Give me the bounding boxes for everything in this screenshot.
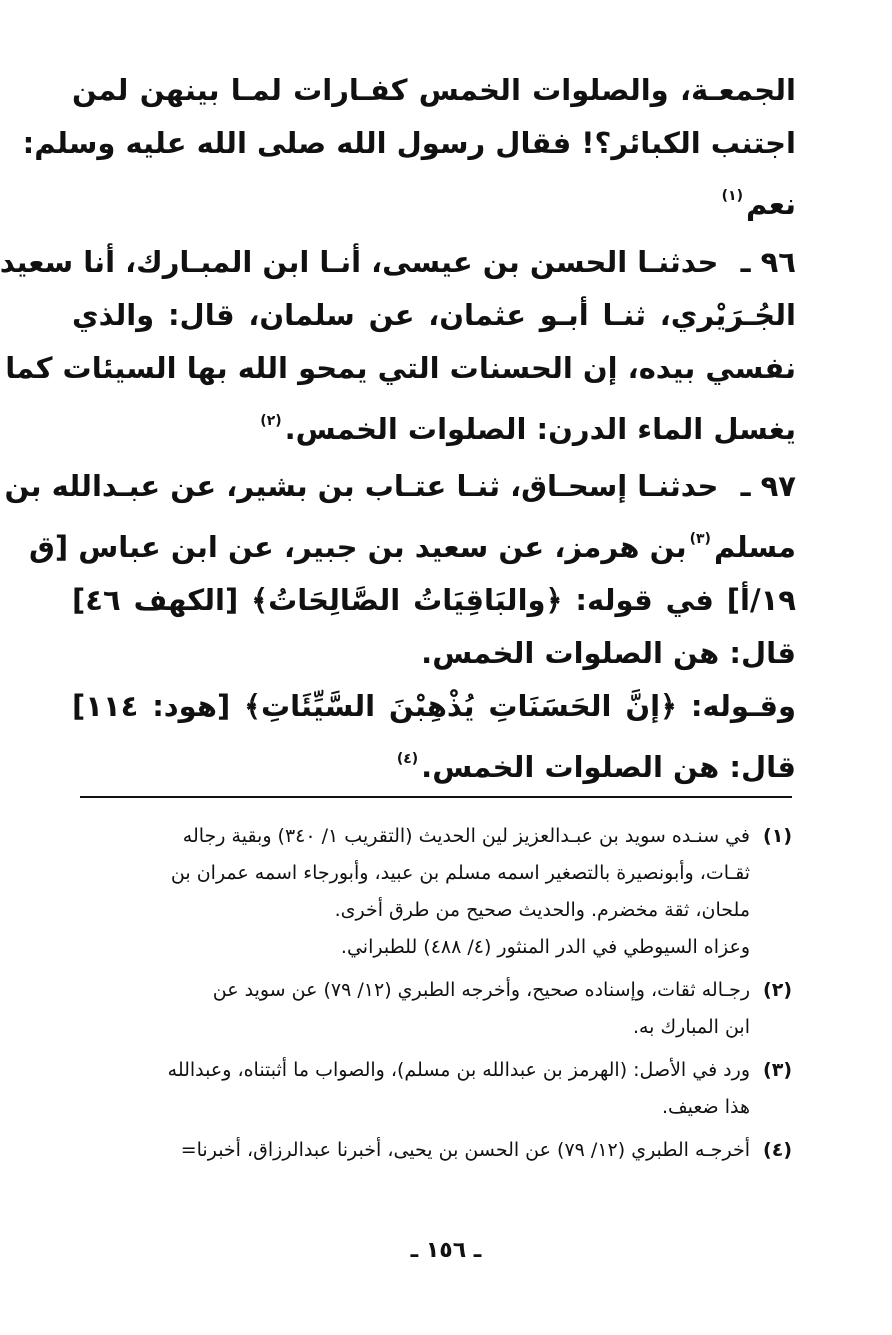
text-fragment: حدثنـا إسحـاق، ثنـا عتـاب بن بشير، عن عبـدالله بن [4,469,719,503]
hadith-number: ٩٦ ـ [740,245,796,279]
text-fragment: مسلم [713,530,796,564]
continuation-paragraph [22,64,796,231]
footnote-line: أخرجـه الطبري (١٢/ ٧٩) عن الحسن بن يحيى، أخبرنا عبدالرزاق، أخبرنا= [180,1139,750,1161]
text-line: نفسي بيده، إن الحسنات التي يمحو الله بها السيئات كما [5,351,796,385]
footnote-line: ابن المبارك به. [632,1016,750,1038]
text-line [4,460,796,513]
text-fragment: يغسل الماء الدرن: الصلوات الخمس. [284,412,796,446]
footnote-divider [80,796,792,798]
footnote-line: وعزاه السيوطي في الدر المنثور (٤/ ٤٨٨) للطبراني. [340,936,750,958]
text-line [72,170,796,231]
footnote-line: ورد في الأصل: (الهرمز بن عبدالله بن مسلم)، والصواب ما أثبتناه، وعبدالله [167,1059,750,1081]
footnote-line: ثقـات، وأبونصيرة بالتصغير اسمه مسلم بن عبيد، وأبورجاء اسمه عمران بن [170,862,750,884]
text-line [0,236,796,289]
quran-citation-line: ١٩/أ] في قوله: ﴿والبَاقِيَاتُ الصَّالِحَاتُ﴾ [الكهف ٤٦] [72,583,796,617]
footnote-3 [80,1052,792,1126]
footnote-number: (٤) [763,1139,792,1161]
footnote-line: هذا ضعيف. [661,1096,750,1118]
footnote-body [80,818,750,966]
hadith-number: ٩٧ ـ [740,469,796,503]
footnote-body [80,1052,750,1126]
text-line: قال: هن الصلوات الخمس. [421,636,796,670]
footnote-body [80,1132,750,1169]
footnote-4 [80,1132,792,1169]
page-number: ـ ١٥٦ ـ [410,1238,482,1263]
footnote-ref-2[interactable]: (٢) [260,413,282,429]
footnote-line: رجـاله ثقات، وإسناده صحيح، وأخرجه الطبري (١٢/ ٧٩) عن سويد عن [212,979,750,1001]
footnote-number: (١) [763,825,792,847]
footnote-line: في سنـده سويد بن عبـدالعزيز لين الحديث (التقريب ١/ ٣٤٠) وبقية رجاله [182,825,750,847]
text-line [72,395,796,456]
footnote-ref-1[interactable]: (١) [721,188,743,204]
text-line [29,513,796,574]
text-line [72,733,796,794]
text-fragment: نعم [746,187,796,221]
footnote-2 [80,972,792,1046]
text-line: الجمعـة، والصلوات الخمس كفـارات لمـا بينهن لمن [72,73,796,107]
footnote-body [80,972,750,1046]
text-fragment: قال: هن الصلوات الخمس. [421,750,796,784]
footnote-1 [80,818,792,966]
text-line: الجُـرَيْري، ثنـا أبـو عثمان، عن سلمان، قال: والذي [72,298,796,332]
footnote-number: (٢) [763,979,792,1001]
text-line: اجتنب الكبائر؟! فقال رسول الله صلى الله عليه وسلم: [22,126,796,160]
text-fragment: حدثنـا الحسن بن عيسى، أنـا ابن المبـارك، أنا سعيد [0,245,719,279]
text-fragment: بن هرمز، عن سعيد بن جبير، عن ابن عباس [ق [29,530,687,564]
footnote-line: ملحان، ثقة مخضرم. والحديث صحيح من طرق أخرى. [334,899,750,921]
footnotes [80,818,792,1175]
footnote-number: (٣) [763,1059,792,1081]
footnote-ref-4[interactable]: (٤) [396,751,419,767]
hadith-96 [0,236,796,456]
quran-citation-line: وقـوله: ﴿إنَّ الحَسَنَاتِ يُذْهِبْنَ السَّيِّئَاتِ﴾ [هود: ١١٤] [72,689,796,723]
hadith-97 [4,460,796,794]
footnote-ref-3[interactable]: (٣) [689,531,711,547]
